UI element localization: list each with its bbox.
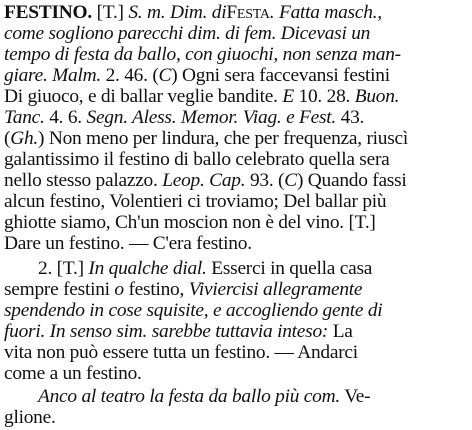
- text-run: come sogliono parecchi dim. di fem. Dicevasi un: [4, 23, 371, 44]
- text-run: ) Ogni sera faccevansi festini: [171, 65, 390, 86]
- text-run: Anco al teatro la festa da ballo più com.: [38, 386, 340, 407]
- text-run: Tanc.: [4, 107, 45, 128]
- text-run: galantissimo il festino di ballo celebrato quella sera: [4, 149, 390, 170]
- text-run: 2. 46. (: [101, 65, 159, 86]
- text-run: . Fatta masch.,: [269, 2, 382, 23]
- text-run: Leop. Cap.: [162, 170, 246, 191]
- entry-line-11: [4, 211, 376, 234]
- text-run: Segn. Aless. Memor. Viag. e Fest.: [86, 107, 337, 128]
- entry-line-18: [4, 362, 142, 385]
- text-run: come a un festino.: [4, 363, 142, 384]
- text-run: Esserci in quella casa: [206, 258, 373, 279]
- entry-line-19: [38, 385, 370, 408]
- text-run: 2.: [38, 258, 57, 279]
- entry-line-12: [4, 232, 252, 255]
- text-run: 93. (: [245, 170, 285, 191]
- text-run: In qualche dial.: [88, 258, 207, 279]
- text-run: giare. Malm.: [4, 65, 101, 86]
- text-run: 43.: [336, 107, 365, 128]
- text-run: ) Non meno per lindura, che per frequenza, riuscì: [38, 128, 409, 149]
- text-run: tempo di festa da ballo, con giuochi, non senza man-: [4, 44, 401, 65]
- text-run: Di giuoco, e di ballar veglie bandite.: [4, 86, 283, 107]
- text-run: La: [328, 321, 353, 342]
- text-run: festino,: [123, 279, 189, 300]
- text-run: 10. 28.: [293, 86, 355, 107]
- text-run: (: [4, 128, 11, 149]
- text-run: spendendo in cose squisite, e accogliendo gente di: [4, 300, 383, 321]
- entry-line-17: [4, 341, 358, 364]
- entry-line-15: [4, 299, 382, 322]
- entry-line-14: [4, 278, 362, 301]
- entry-line-20: [4, 406, 56, 429]
- entry-line-13: [38, 257, 372, 280]
- text-run: fuori. In senso sim. sarebbe tuttavia inteso:: [4, 321, 329, 342]
- text-run: vita non può essere tutta un festino. — Andarci: [4, 342, 358, 363]
- entry-line-1: [4, 1, 382, 24]
- entry-line-16: [4, 320, 353, 343]
- text-run: alcun festino, Volentieri ci troviamo; Del ballar più: [4, 191, 387, 212]
- text-run: ) Quando fassi: [296, 170, 407, 191]
- text-run: FESTINO.: [4, 2, 92, 23]
- entry-line-4: [4, 64, 390, 87]
- text-run: [T.]: [91, 2, 129, 23]
- entry-line-10: [4, 190, 386, 213]
- text-run: 4. 6.: [44, 107, 87, 128]
- text-run: glione.: [4, 407, 56, 428]
- text-run: Festa: [226, 2, 270, 23]
- text-run: [T.]: [56, 258, 89, 279]
- text-run: S. m. Dim. di: [128, 2, 227, 23]
- entry-line-9: [4, 169, 407, 192]
- entry-line-2: [4, 22, 370, 45]
- text-run: ghiotte siamo, Ch'un moscion non è del vino. [T.]: [4, 212, 376, 233]
- text-run: C: [284, 170, 297, 191]
- text-run: Dare un festino. — C'era festino.: [4, 233, 252, 254]
- entry-line-5: [4, 85, 399, 108]
- text-run: E: [282, 86, 294, 107]
- entry-line-3: [4, 43, 401, 66]
- entry-line-8: [4, 148, 390, 171]
- text-run: Buon.: [354, 86, 400, 107]
- text-run: Gh.: [10, 128, 39, 149]
- entry-line-7: [4, 127, 408, 150]
- text-run: sempre festini: [4, 279, 115, 300]
- text-run: o: [114, 279, 124, 300]
- text-run: C: [158, 65, 172, 86]
- text-run: Viviercisi allegramente: [188, 279, 363, 300]
- text-run: Ve-: [339, 386, 371, 407]
- entry-line-6: [4, 106, 364, 129]
- text-run: nello stesso palazzo.: [4, 170, 163, 191]
